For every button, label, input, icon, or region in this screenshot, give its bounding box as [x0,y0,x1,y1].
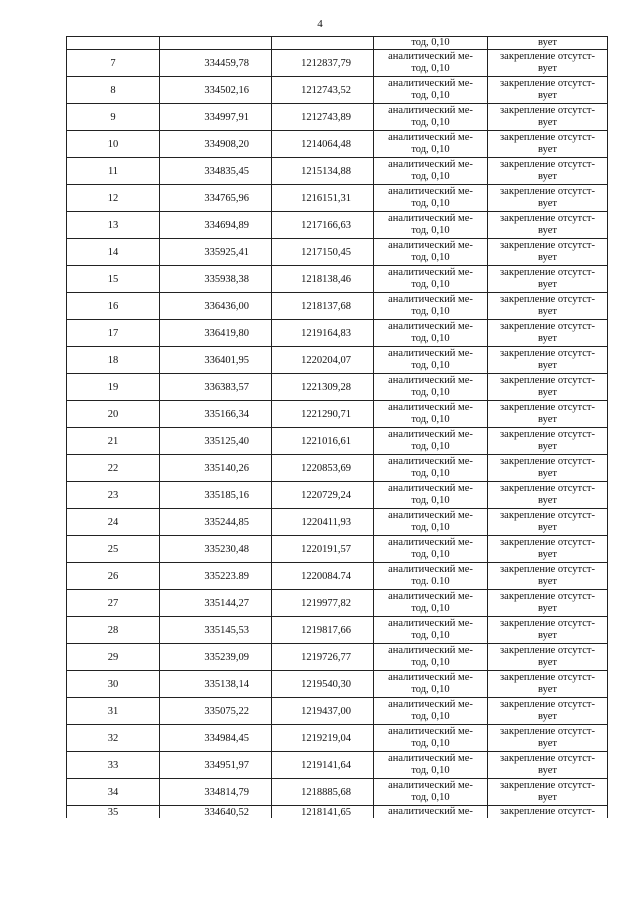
y-coordinate-cell: 1218138,46 [272,266,374,293]
fixing-cell [488,590,608,617]
method-cell-line-2: тод, 0,10 [411,279,450,290]
method-cell [374,725,488,752]
fixing-cell [488,320,608,347]
fixing-cell [488,455,608,482]
fixing-cell-line-2: вует [538,468,557,479]
y-coordinate-cell: 1217166,63 [272,212,374,239]
method-cell-line-1: аналитический ме- [388,294,473,305]
fixing-cell-line-2: вует [538,441,557,452]
fixing-cell-line-2: вует [538,198,557,209]
table-row [67,104,608,131]
point-number-cell: 31 [67,698,160,725]
point-number-cell: 23 [67,482,160,509]
fixing-cell-line-1: закрепление отсутст- [500,618,595,629]
fixing-cell-line-2: вует [538,549,557,560]
method-cell-line-1: аналитический ме- [388,806,473,817]
point-number-cell: 18 [67,347,160,374]
fixing-cell-line-2: вует [538,63,557,74]
method-cell [374,509,488,536]
x-coordinate-cell: 334694,89 [160,212,272,239]
coordinates-table [66,36,608,818]
fixing-cell-line-2: вует [538,90,557,101]
method-cell-line-2: тод, 0,10 [411,441,450,452]
x-coordinate-cell: 334814,79 [160,779,272,806]
x-coordinate-cell: 334640,52 [160,806,272,819]
fixing-cell-line-1: закрепление отсутст- [500,806,595,817]
point-number-cell: 20 [67,401,160,428]
method-cell [374,239,488,266]
method-cell [374,671,488,698]
fixing-cell-line-1: закрепление отсутст- [500,483,595,494]
fixing-cell [488,563,608,590]
fixing-cell-line-1: закрепление отсутст- [500,321,595,332]
table-row [67,644,608,671]
method-cell [374,212,488,239]
fixing-cell [488,401,608,428]
method-cell [374,320,488,347]
y-coordinate-cell: 1219726,77 [272,644,374,671]
fixing-cell [488,644,608,671]
y-coordinate-cell: 1221016,61 [272,428,374,455]
method-cell-line-2: тод, 0,10 [411,549,450,560]
method-cell-line-2: тод, 0,10 [411,522,450,533]
fixing-cell-line-2: вует [538,306,557,317]
fixing-cell-line-2: вует [538,279,557,290]
method-cell-line-2: тод, 0,10 [411,333,450,344]
method-cell-line-1: аналитический ме- [388,375,473,386]
x-coordinate-cell: 334984,45 [160,725,272,752]
x-coordinate-cell: 335925,41 [160,239,272,266]
point-number-cell: 27 [67,590,160,617]
point-number-cell: 16 [67,293,160,320]
fixing-cell [488,428,608,455]
method-cell-line-1: аналитический ме- [388,726,473,737]
table-row [67,158,608,185]
fixing-cell-line-2: вует [538,387,557,398]
method-cell-line-1: аналитический ме- [388,240,473,251]
point-number-cell: 34 [67,779,160,806]
method-cell-line-1: аналитический ме- [388,456,473,467]
x-coordinate-cell: 335938,38 [160,266,272,293]
table-row [67,320,608,347]
fixing-cell-line-2: вует [538,225,557,236]
fixing-cell [488,509,608,536]
y-coordinate-cell: 1215134,88 [272,158,374,185]
fixing-cell [488,725,608,752]
fixing-cell-line-1: закрепление отсутст- [500,564,595,575]
fixing-cell-line-1: закрепление отсутст- [500,213,595,224]
fixing-cell-line-2: вует [538,333,557,344]
table-row [67,698,608,725]
point-number-cell: 26 [67,563,160,590]
x-coordinate-cell: 335138,14 [160,671,272,698]
fixing-cell [488,536,608,563]
fixing-cell-line-1: закрепление отсутст- [500,645,595,656]
method-cell-line-1: аналитический ме- [388,132,473,143]
fixing-cell [488,779,608,806]
method-cell-line-2: тод, 0,10 [411,63,450,74]
fixing-cell-line-1: закрепление отсутст- [500,348,595,359]
y-coordinate-cell: 1217150,45 [272,239,374,266]
y-coordinate-cell: 1220204,07 [272,347,374,374]
x-coordinate-cell: 334835,45 [160,158,272,185]
point-number-cell: 32 [67,725,160,752]
table-row [67,563,608,590]
method-cell-line-2: тод, 0,10 [411,684,450,695]
point-number-cell: 28 [67,617,160,644]
fixing-cell [488,266,608,293]
method-cell [374,536,488,563]
x-coordinate-cell: 335145,53 [160,617,272,644]
fixing-cell-line-1: закрепление отсутст- [500,456,595,467]
method-cell-line-1: аналитический ме- [388,618,473,629]
y-coordinate-cell: 1219164,83 [272,320,374,347]
method-cell [374,590,488,617]
method-cell-line-1: аналитический ме- [388,267,473,278]
y-coordinate-cell: 1220191,57 [272,536,374,563]
y-coordinate-cell: 1220084.74 [272,563,374,590]
table-row [67,239,608,266]
fixing-cell [488,698,608,725]
method-cell-line-2: тод, 0,10 [411,225,450,236]
method-cell [374,563,488,590]
method-cell [374,401,488,428]
fixing-cell-line-2: вует [538,495,557,506]
table-row [67,185,608,212]
method-cell-line-1: аналитический ме- [388,483,473,494]
fixing-cell-line-1: закрепление отсутст- [500,726,595,737]
method-cell [374,131,488,158]
fixing-cell-line-2: вует [538,522,557,533]
fixing-cell-line-1: закрепление отсутст- [500,267,595,278]
method-cell-line-2: тод, 0,10 [411,387,450,398]
table-row [67,374,608,401]
x-coordinate-cell: 335244,85 [160,509,272,536]
method-cell [374,347,488,374]
method-cell [374,185,488,212]
method-cell [374,266,488,293]
x-coordinate-cell: 335144,27 [160,590,272,617]
x-coordinate-cell: 334997,91 [160,104,272,131]
method-cell-line-1: аналитический ме- [388,591,473,602]
method-cell [374,806,488,819]
table-row [67,428,608,455]
fixing-cell [488,77,608,104]
point-number-cell: 25 [67,536,160,563]
method-cell [374,374,488,401]
table-row [67,536,608,563]
fixing-cell [488,806,608,819]
method-cell [374,77,488,104]
method-cell [374,104,488,131]
fixing-cell-line-2: вует [538,360,557,371]
method-cell-line-1: аналитический ме- [388,159,473,170]
method-cell-line-1: аналитический ме- [388,645,473,656]
table-row [67,293,608,320]
y-coordinate-cell: 1219437,00 [272,698,374,725]
table-row [67,401,608,428]
x-coordinate-cell: 334908,20 [160,131,272,158]
table-row [67,590,608,617]
table-row [67,509,608,536]
point-number-cell: 14 [67,239,160,266]
fixing-cell [488,212,608,239]
fixing-cell-line-1: закрепление отсутст- [500,537,595,548]
point-number-cell: 19 [67,374,160,401]
method-cell-line-2: тод, 0,10 [411,198,450,209]
point-number-cell: 29 [67,644,160,671]
y-coordinate-cell: 1219141,64 [272,752,374,779]
fixing-cell-line-1: закрепление отсутст- [500,159,595,170]
x-coordinate-cell: 335239,09 [160,644,272,671]
fixing-cell-line-1: закрепление отсутст- [500,402,595,413]
y-coordinate-cell: 1221309,28 [272,374,374,401]
fixing-cell-line-2: вует [538,171,557,182]
method-cell [374,752,488,779]
method-cell [374,617,488,644]
table-row [67,617,608,644]
table-row-last [67,806,608,819]
fixing-cell [488,158,608,185]
method-cell [374,455,488,482]
table-row [67,347,608,374]
point-number-cell: 7 [67,50,160,77]
method-cell [374,428,488,455]
fixing-cell-line-1: закрепление отсутст- [500,51,595,62]
x-coordinate-cell: 335185,16 [160,482,272,509]
method-cell-line-1: аналитический ме- [388,348,473,359]
table-row [67,50,608,77]
table-row [67,482,608,509]
fixing-cell-line-1: закрепление отсутст- [500,753,595,764]
method-cell-line-1: аналитический ме- [388,51,473,62]
fixing-cell-line-1: закрепление отсутст- [500,375,595,386]
y-coordinate-cell: 1220853,69 [272,455,374,482]
fixing-cell [488,482,608,509]
point-number-cell: 30 [67,671,160,698]
point-number-cell: 15 [67,266,160,293]
y-coordinate-cell: 1216151,31 [272,185,374,212]
fixing-cell-line-2: вует [538,630,557,641]
fixing-cell-line-1: закрепление отсутст- [500,672,595,683]
table-row [67,212,608,239]
fixing-cell: вует [488,37,608,50]
fixing-cell-line-1: закрепление отсутст- [500,591,595,602]
point-number-cell: 11 [67,158,160,185]
x-coordinate-cell: 336419,80 [160,320,272,347]
point-number-cell: 24 [67,509,160,536]
method-cell-line-2: тод, 0,10 [411,171,450,182]
y-coordinate-cell: 1221290,71 [272,401,374,428]
point-number-cell [67,37,160,50]
table-row [67,266,608,293]
point-number-cell: 8 [67,77,160,104]
table-row [67,671,608,698]
point-number-cell: 12 [67,185,160,212]
fixing-cell [488,185,608,212]
method-cell-line-1: аналитический ме- [388,672,473,683]
method-cell-line-1: аналитический ме- [388,186,473,197]
method-cell [374,698,488,725]
fixing-cell [488,104,608,131]
fixing-cell-line-1: закрепление отсутст- [500,105,595,116]
method-cell [374,293,488,320]
method-cell-line-2: тод, 0,10 [411,603,450,614]
x-coordinate-cell: 336383,57 [160,374,272,401]
point-number-cell: 21 [67,428,160,455]
method-cell [374,779,488,806]
fixing-cell-line-2: вует [538,414,557,425]
method-cell-line-1: аналитический ме- [388,429,473,440]
point-number-cell: 35 [67,806,160,819]
method-cell-line-2: тод, 0,10 [411,657,450,668]
x-coordinate-cell: 336401,95 [160,347,272,374]
method-cell-line-1: аналитический ме- [388,699,473,710]
fixing-cell [488,374,608,401]
fixing-cell-line-1: закрепление отсутст- [500,510,595,521]
fixing-cell-line-2: вует [538,765,557,776]
fixing-cell-line-2: вует [538,657,557,668]
x-coordinate-cell: 336436,00 [160,293,272,320]
method-cell [374,644,488,671]
fixing-cell-line-2: вует [538,252,557,263]
point-number-cell: 22 [67,455,160,482]
fixing-cell-line-2: вует [538,738,557,749]
table-row [67,131,608,158]
y-coordinate-cell: 1212743,89 [272,104,374,131]
y-coordinate-cell: 1212743,52 [272,77,374,104]
method-cell-line-2: тод, 0,10 [411,144,450,155]
method-cell-line-1: аналитический ме- [388,753,473,764]
method-cell-line-1: аналитический ме- [388,780,473,791]
method-cell: тод, 0,10 [374,37,488,50]
method-cell-line-2: тод. 0.10 [411,576,450,587]
method-cell-line-1: аналитический ме- [388,510,473,521]
point-number-cell: 9 [67,104,160,131]
table-row-continued [67,37,608,50]
y-coordinate-cell: 1212837,79 [272,50,374,77]
fixing-cell-line-2: вует [538,792,557,803]
table-row [67,779,608,806]
point-number-cell: 33 [67,752,160,779]
method-cell-line-2: тод, 0,10 [411,252,450,263]
method-cell-line-1: аналитический ме- [388,105,473,116]
x-coordinate-cell: 335075,22 [160,698,272,725]
x-coordinate-cell: 334502,16 [160,77,272,104]
method-cell-line-2: тод, 0,10 [411,630,450,641]
fixing-cell [488,50,608,77]
method-cell-line-2: тод, 0,10 [411,360,450,371]
fixing-cell-line-2: вует [538,144,557,155]
table-row [67,455,608,482]
x-coordinate-cell: 334459,78 [160,50,272,77]
y-coordinate-cell: 1220729,24 [272,482,374,509]
y-coordinate-cell: 1218885,68 [272,779,374,806]
fixing-cell-line-1: закрепление отсутст- [500,78,595,89]
fixing-cell-line-2: вует [538,117,557,128]
method-cell-line-2: тод, 0,10 [411,306,450,317]
y-coordinate-cell: 1218141,65 [272,806,374,819]
method-cell [374,482,488,509]
y-coordinate-cell: 1219817,66 [272,617,374,644]
y-coordinate-cell: 1219977,82 [272,590,374,617]
x-coordinate-cell [160,37,272,50]
method-cell-line-2: тод, 0,10 [411,738,450,749]
method-cell-line-1: аналитический ме- [388,78,473,89]
fixing-cell-line-1: закрепление отсутст- [500,780,595,791]
method-cell-line-2: тод, 0,10 [411,90,450,101]
fixing-cell-line-1: закрепление отсутст- [500,186,595,197]
x-coordinate-cell: 335166,34 [160,401,272,428]
x-coordinate-cell: 335230,48 [160,536,272,563]
fixing-cell-line-1: закрепление отсутст- [500,294,595,305]
fixing-cell [488,617,608,644]
fixing-cell-line-1: закрепление отсутст- [500,699,595,710]
method-cell-line-2: тод, 0,10 [411,495,450,506]
fixing-cell-line-2: вует [538,576,557,587]
fixing-cell [488,239,608,266]
fixing-cell-line-2: вует [538,711,557,722]
y-coordinate-cell: 1220411,93 [272,509,374,536]
x-coordinate-cell: 334765,96 [160,185,272,212]
y-coordinate-cell [272,37,374,50]
method-cell-line-2: тод, 0,10 [411,765,450,776]
method-cell [374,50,488,77]
y-coordinate-cell: 1218137,68 [272,293,374,320]
method-cell-line-2: тод, 0,10 [411,468,450,479]
fixing-cell [488,293,608,320]
method-cell-line-1: аналитический ме- [388,321,473,332]
fixing-cell-line-1: закрепление отсутст- [500,240,595,251]
x-coordinate-cell: 335125,40 [160,428,272,455]
y-coordinate-cell: 1219540,30 [272,671,374,698]
point-number-cell: 10 [67,131,160,158]
y-coordinate-cell: 1214064,48 [272,131,374,158]
fixing-cell-line-1: закрепление отсутст- [500,429,595,440]
method-cell-line-1: аналитический ме- [388,213,473,224]
x-coordinate-cell: 335140,26 [160,455,272,482]
page-number: 4 [317,18,323,30]
y-coordinate-cell: 1219219,04 [272,725,374,752]
method-cell-line-2: тод, 0,10 [411,414,450,425]
fixing-cell-line-2: вует [538,603,557,614]
point-number-cell: 17 [67,320,160,347]
method-cell-line-2: тод, 0,10 [411,711,450,722]
method-cell [374,158,488,185]
x-coordinate-cell: 335223.89 [160,563,272,590]
fixing-cell [488,131,608,158]
point-number-cell: 13 [67,212,160,239]
table-row [67,752,608,779]
table-row [67,77,608,104]
method-cell-line-1: аналитический ме- [388,537,473,548]
fixing-cell-line-1: закрепление отсутст- [500,132,595,143]
fixing-cell-line-2: вует [538,684,557,695]
method-cell-line-2: тод, 0,10 [411,117,450,128]
method-cell-line-1: аналитический ме- [388,402,473,413]
x-coordinate-cell: 334951,97 [160,752,272,779]
fixing-cell [488,671,608,698]
table-row [67,725,608,752]
method-cell-line-2: тод, 0,10 [411,792,450,803]
method-cell-line-1: аналитический ме- [388,564,473,575]
fixing-cell [488,752,608,779]
fixing-cell [488,347,608,374]
